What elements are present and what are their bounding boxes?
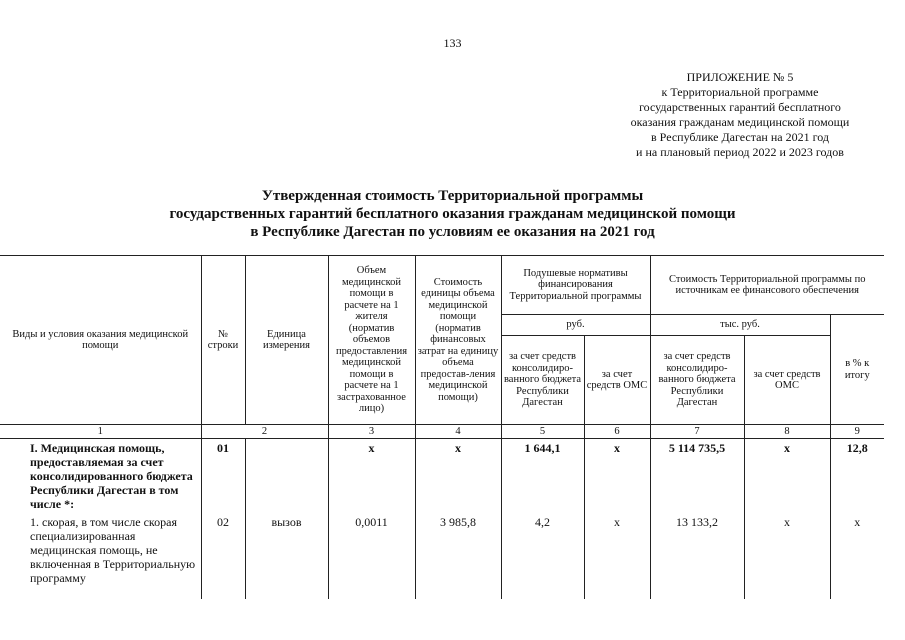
row-oms-thousand: х [744,513,830,599]
column-number: 1 [0,425,201,439]
row-kind: 1. скорая, в том числе скорая специализированная медицинская помощь, не включенная в Территориальную программу [0,513,201,599]
appendix-line: к Территориальной программе [661,85,819,99]
header-budget-rub: за счет средств консолидиро-ванного бюджета Республики Дагестан [501,336,584,425]
column-number: 4 [415,425,501,439]
row-unit: вызов [245,513,328,599]
row-unit-cost: 3 985,8 [415,513,501,599]
column-number: 2 [201,425,328,439]
header-program-cost: Стоимость Территориальной программы по источникам ее финансового обеспечения [650,256,884,315]
header-rub: руб. [501,315,650,336]
header-row-no: № строки [201,256,245,425]
row-volume: х [328,439,415,514]
title-line: в Республике Дагестан по условиям ее оказания на 2021 год [250,224,655,240]
appendix-line: государственных гарантий бесплатного [639,100,841,114]
row-percent: 12,8 [830,439,884,514]
row-oms-rub: х [584,439,650,514]
row-number: 02 [201,513,245,599]
row-budget-thousand: 5 114 735,5 [650,439,744,514]
row-unit [245,439,328,514]
cost-table [0,255,884,599]
document-title [0,187,905,241]
appendix-line: и на плановый период 2022 и 2023 годов [636,145,844,159]
title-line: Утвержденная стоимость Территориальной программы [261,188,644,204]
appendix-line: оказания гражданам медицинской помощи [630,115,850,129]
header-oms-rub: за счет средств ОМС [584,336,650,425]
page-number: 133 [443,36,462,50]
row-budget-rub: 1 644,1 [501,439,584,514]
row-percent: х [830,513,884,599]
header-row [0,256,884,315]
row-number: 01 [201,439,245,514]
header-budget-thousand: за счет средств консолидиро-ванного бюджета Республики Дагестан [650,336,744,425]
row-oms-thousand: х [744,439,830,514]
header-unit: Единица измерения [245,256,328,425]
column-number: 7 [650,425,744,439]
row-oms-rub: х [584,513,650,599]
row-budget-thousand: 13 133,2 [650,513,744,599]
column-number: 5 [501,425,584,439]
header-kinds: Виды и условия оказания медицинской помощи [0,256,201,425]
header-percent: в % к итогу [830,315,884,425]
header-per-capita: Подушевые нормативы финансирования Территориальной программы [501,256,650,315]
header-thousand-rub: тыс. руб. [650,315,830,336]
header-volume: Объем медицинской помощи в расчете на 1 жителя (норматив объемов предоставления медицинской помощи в расчете на 1 застрахованное лицо) [328,256,415,425]
appendix-note [560,70,905,160]
header-unit-cost: Стоимость единицы объема медицинской помощи (норматив финансовых затрат на единицу объема предостав-ления медицинской помощи) [415,256,501,425]
appendix-line: ПРИЛОЖЕНИЕ № 5 [686,70,794,84]
table-row [0,439,884,514]
row-unit-cost: х [415,439,501,514]
row-budget-rub: 4,2 [501,513,584,599]
appendix-line: в Республике Дагестан на 2021 год [651,130,829,144]
table-row [0,513,884,599]
row-kind: I. Медицинская помощь, предоставляемая за счет консолидированного бюджета Республики Дагестан в том числе *: [0,439,201,514]
column-number: 6 [584,425,650,439]
header-oms-thousand: за счет средств ОМС [744,336,830,425]
column-number: 9 [830,425,884,439]
column-number: 3 [328,425,415,439]
column-number: 8 [744,425,830,439]
column-number-row [0,425,884,439]
row-volume: 0,0011 [328,513,415,599]
title-line: государственных гарантий бесплатного оказания гражданам медицинской помощи [169,206,736,222]
